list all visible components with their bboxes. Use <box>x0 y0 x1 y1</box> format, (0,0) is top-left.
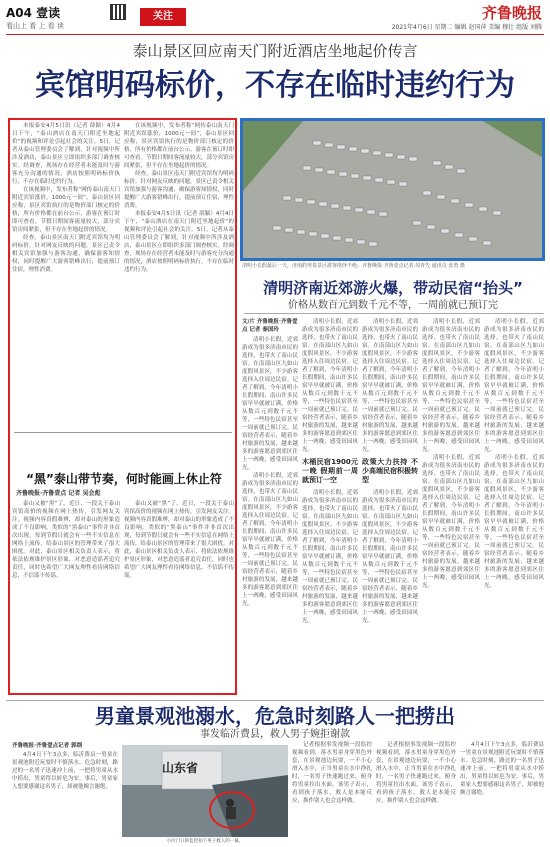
rescue-photo-caption: 小区门口的监控拍下男子救人的一幕。 <box>166 839 244 844</box>
right-column-3 <box>362 318 418 696</box>
newspaper-logo: 齐鲁晚报 <box>481 4 542 22</box>
right-paragraph-1: 清明小长假，近郊游成为很多济南市民的选择，也带火了南山民宿。在南部山区九如山度假风景区，不少游客选择入住周边民宿。记者了解到，今年清明小长假期间，南山许多民宿早早就被订满，价格从数百元到数千元不等，一些特色民宿甚至一周前就已预订完。民宿经营者表示，随着乡村旅游的发展，越来越多的游客愿意到郊区住上一两晚，感受田园风光。 <box>242 337 298 471</box>
edition-meta: 2021年4月6日 星期二 编辑 赵国萍 美编 穆壮 组版 刘腾 <box>391 24 542 31</box>
lead-column-1 <box>12 122 120 422</box>
right-subhead-2: 政策大力扶持 不少高端民宿积极转型 <box>362 458 418 484</box>
sidebar-column-2 <box>124 500 234 690</box>
right-paragraph-2: 清明小长假，近郊游成为很多济南市民的选择，也带火了南山民宿。在南部山区九如山度假风景区，不少游客选择入住周边民宿。记者了解到，今年清明小长假期间，南山许多民宿早早就被订满，价格从数百元到数千元不等，一些特色民宿甚至一周前就已预订完。民宿经营者表示，随着乡村旅游的发展，越来越多的游客愿意到郊区住上一两晚，感受田园风光。 <box>242 473 298 607</box>
lead-paragraph-6: 本报泰安4月5日讯（记者 薛颖）4月4日下午，“泰山酒店在南天门附近坐地起价”的视频和评论引起社会的关注。5日，记者从泰山管理委员会了解到，针对视频中所涉及酒店，泰山景区立即组织多部门调查核实。经调查，现场存在经营者未能及时与游客充分沟通的情况，酒店按照明码标价执行，不存在临时违约行为。 <box>124 211 234 273</box>
lead-photo-caption: 清明小长假最后一天，济南趵突泉景区游客络绎不绝。齐鲁晚报·齐鲁壹点记者 周青先 通讯员 张勇 摄 <box>242 263 465 269</box>
right-paragraph-4: 清明小长假，近郊游成为很多济南市民的选择，也带火了南山民宿。在南部山区九如山度假风景区，不少游客选择入住周边民宿。记者了解到，今年清明小长假期间，南山许多民宿早早就被订满，价格从数百元到数千元不等，一些特色民宿甚至一周前就已预订完。民宿经营者表示，随着乡村旅游的发展，越来越多的游客愿意到郊区住上一两晚，感受田园风光。 <box>302 490 358 624</box>
bottom-subhead: 事发临沂费县，救人男子婉拒谢款 <box>200 729 350 740</box>
right-column-5 <box>484 318 544 696</box>
rescue-scene-illustration <box>122 745 288 837</box>
bottom-byline: 齐鲁晚报·齐鲁壹点记者 郭纲 <box>12 743 83 749</box>
right-story-divider <box>244 313 544 314</box>
lead-paragraph-1: 本报泰安4月5日讯（记者 薛颖）4月4日下午，“泰山酒店在南天门附近坐地起价”的视频和评论引起社会的关注。5日，记者从泰山管理委员会了解到，针对视频中所涉及酒店，泰山景区立即组织多部门调查核实。经调查，现场存在经营者未能及时与游客充分沟通的情况，酒店按照明码标价执行，不存在临时违约行为。 <box>12 123 120 185</box>
lead-kicker: 泰山景区回应南天门附近酒店坐地起价传言 <box>132 42 418 60</box>
sidebar-byline: 齐鲁晚报·齐鲁壹点 记者 吴会彪 <box>16 490 101 497</box>
masthead <box>0 0 550 38</box>
right-column-4 <box>422 318 480 696</box>
bottom-headline: 男童景观池溺水，危急时刻路人一把捞出 <box>95 704 455 728</box>
right-paragraph-7: 清明小长假，近郊游成为很多济南市民的选择，也带火了南山民宿。在南部山区九如山度假风景区，不少游客选择入住周边民宿。记者了解到，今年清明小长假期间，南山许多民宿早早就被订满，价格从数百元到数千元不等，一些特色民宿甚至一周前就已预订完。民宿经营者表示，随着乡村旅游的发展，越来越多的游客愿意到郊区住上一两晚，感受田园风光。 <box>422 319 480 453</box>
section-tag: 关注 <box>140 8 186 26</box>
bottom-column-2 <box>292 741 372 845</box>
lead-paragraph-4: 在该视频中，发布者称“网传泰山南天门附近宾馆涨价，1000元一间”，泰山景区回应称，景区宾馆执行的是物价部门核定的价格，所有价格都在前台公示，游客在预订时即可查看。节假日期间客流量较大，部分宾馆房间紧张，但不存在坐地起价的情况。 <box>124 123 234 169</box>
right-story-headline: 清明济南近郊游火爆，带动民宿“抬头” <box>263 279 523 297</box>
lead-paragraph-5: 经查，泰山景区南天门附近宾馆均为明码标价。针对网友反映的问题，景区已责令相关宾馆加强与游客沟通，确保游客知情权，同时提醒广大游客错峰出行，提前预订住宿，理性消费。 <box>124 171 234 209</box>
bottom-column-3 <box>376 741 456 845</box>
qr-code-icon <box>110 4 126 20</box>
bottom-column-4 <box>460 741 544 845</box>
photo-sign-text: 山东省 <box>162 761 199 775</box>
lead-paragraph-2: 在该视频中，发布者称“网传泰山南天门附近宾馆涨价，1000元一间”，泰山景区回应称，景区宾馆执行的是物价部门核定的价格，所有价格都在前台公示，游客在预订时即可查看。节假日期间客流量较大，部分宾馆房间紧张，但不存在坐地起价的情况。 <box>12 187 120 233</box>
right-column-2 <box>302 318 358 696</box>
rescue-photo <box>122 745 288 837</box>
bottom-column-1 <box>12 751 118 845</box>
right-subhead-1: 木桶民宿1900元一晚 假期前一周就预订一空 <box>302 458 358 484</box>
right-story-subhead: 价格从数百元到数千元不等，一周前就已预订完 <box>288 300 498 311</box>
sidebar-divider <box>14 432 232 433</box>
sidebar-paragraph-2: 泰山又被“黑”了。近日，一段关于泰山宾馆高价的视频在网上热传，引发网友关注。视频内容真假难辨，却对泰山的形象造成了不良影响。类似的“黑泰山”事件并非首次出现，每到节假日就会有一些不实信息在网络上流传，给泰山景区的管理带来了很大困扰。对此，泰山景区相关负责人表示，将依法依规维护景区形象，对恶意造谣者追究责任，同时也希望广大网友理性看待网络信息，不信谣不传谣。 <box>124 501 234 579</box>
right-paragraph-5: 清明小长假，近郊游成为很多济南市民的选择，也带火了南山民宿。在南部山区九如山度假风景区，不少游客选择入住周边民宿。记者了解到，今年清明小长假期间，南山许多民宿早早就被订满，价格从数百元到数千元不等，一些特色民宿甚至一周前就已预订完。民宿经营者表示，随着乡村旅游的发展，越来越多的游客愿意到郊区住上一两晚，感受田园风光。 <box>362 319 418 453</box>
right-story-byline: 文/片 齐鲁晚报·齐鲁壹点 记者 秦国玲 <box>242 319 298 333</box>
bottom-paragraph-2: 记者根据事发视频一段监控视频看到，落水男童身穿黑色外套，在景观池边玩耍，一不小心滑入水中，正当男童在水中挣扎时，一名男子快速跑过来，俯身将男童拉出水面。该男子表示，看到孩子落水，救人是本能反应，换作别人也会这样做。 <box>292 742 372 804</box>
parking-lot-illustration <box>243 121 545 261</box>
masthead-divider <box>6 34 544 35</box>
sidebar-paragraph-1: 泰山又被“黑”了。近日，一段关于泰山宾馆高价的视频在网上热传，引发网友关注。视频内容真假难辨，却对泰山的形象造成了不良影响。类似的“黑泰山”事件并非首次出现，每到节假日就会有一些不实信息在网络上流传，给泰山景区的管理带来了很大困扰。对此，泰山景区相关负责人表示，将依法依规维护景区形象，对恶意造谣者追究责任，同时也希望广大网友理性看待网络信息，不信谣不传谣。 <box>12 501 120 579</box>
sidebar-column-1 <box>12 500 120 690</box>
right-paragraph-6: 清明小长假，近郊游成为很多济南市民的选择，也带火了南山民宿。在南部山区九如山度假风景区，不少游客选择入住周边民宿。记者了解到，今年清明小长假期间，南山许多民宿早早就被订满，价格从数百元到数千元不等，一些特色民宿甚至一周前就已预订完。民宿经营者表示，随着乡村旅游的发展，越来越多的游客愿意到郊区住上一两晚，感受田园风光。 <box>362 490 418 624</box>
lead-photo <box>240 118 545 261</box>
lead-column-2 <box>124 122 234 422</box>
right-column-1 <box>242 336 298 696</box>
lead-headline: 宾馆明码标价，不存在临时违约行为 <box>35 68 515 103</box>
right-paragraph-3: 清明小长假，近郊游成为很多济南市民的选择，也带火了南山民宿。在南部山区九如山度假风景区，不少游客选择入住周边民宿。记者了解到，今年清明小长假期间，南山许多民宿早早就被订满，价格从数百元到数千元不等，一些特色民宿甚至一周前就已预订完。民宿经营者表示，随着乡村旅游的发展，越来越多的游客愿意到郊区住上一两晚，感受田园风光。 <box>302 319 358 453</box>
bottom-paragraph-1: 4月4日下午3点多，临沂费县一男童在景观池附近玩耍时不慎落水。危急时刻，路过的一名男子迅速冲上前，一把将男童从水中捞出，男童得以转危为安。事后，男童家人想要感谢这名男子，却被他婉言谢绝。 <box>12 752 118 790</box>
right-paragraph-8: 清明小长假，近郊游成为很多济南市民的选择，也带火了南山民宿。在南部山区九如山度假风景区，不少游客选择入住周边民宿。记者了解到，今年清明小长假期间，南山许多民宿早早就被订满，价格从数百元到数千元不等，一些特色民宿甚至一周前就已预订完。民宿经营者表示，随着乡村旅游的发展，越来越多的游客愿意到郊区住上一两晚，感受田园风光。 <box>422 455 480 589</box>
bottom-paragraph-4: 4月4日下午3点多，临沂费县一男童在景观池附近玩耍时不慎落水。危急时刻，路过的一名男子迅速冲上前，一把将男童从水中捞出，男童得以转危为安。事后，男童家人想要感谢这名男子，却被他婉言谢绝。 <box>460 742 544 796</box>
right-paragraph-9: 清明小长假，近郊游成为很多济南市民的选择，也带火了南山民宿。在南部山区九如山度假风景区，不少游客选择入住周边民宿。记者了解到，今年清明小长假期间，南山许多民宿早早就被订满，价格从数百元到数千元不等，一些特色民宿甚至一周前就已预订完。民宿经营者表示，随着乡村旅游的发展，越来越多的游客愿意到郊区住上一两晚，感受田园风光。 <box>484 319 544 453</box>
sidebar-headline: “黑”泰山带节奏，何时能画上休止符 <box>26 472 222 486</box>
bottom-paragraph-3: 记者根据事发视频一段监控视频看到，落水男童身穿黑色外套，在景观池边玩耍，一不小心滑入水中，正当男童在水中挣扎时，一名男子快速跑过来，俯身将男童拉出水面。该男子表示，看到孩子落水，救人是本能反应，换作别人也会这样做。 <box>376 742 456 804</box>
qr-caption: 看山上 看 上 看 读 <box>6 22 64 30</box>
right-paragraph-10: 清明小长假，近郊游成为很多济南市民的选择，也带火了南山民宿。在南部山区九如山度假风景区，不少游客选择入住周边民宿。记者了解到，今年清明小长假期间，南山许多民宿早早就被订满，价格从数百元到数千元不等，一些特色民宿甚至一周前就已预订完。民宿经营者表示，随着乡村旅游的发展，越来越多的游客愿意到郊区住上一两晚，感受田园风光。 <box>484 455 544 589</box>
lead-paragraph-3: 经查，泰山景区南天门附近宾馆均为明码标价。针对网友反映的问题，景区已责令相关宾馆加强与游客沟通，确保游客知情权，同时提醒广大游客错峰出行，提前预订住宿，理性消费。 <box>12 235 120 273</box>
page-number: A04 壹读 <box>6 6 61 20</box>
